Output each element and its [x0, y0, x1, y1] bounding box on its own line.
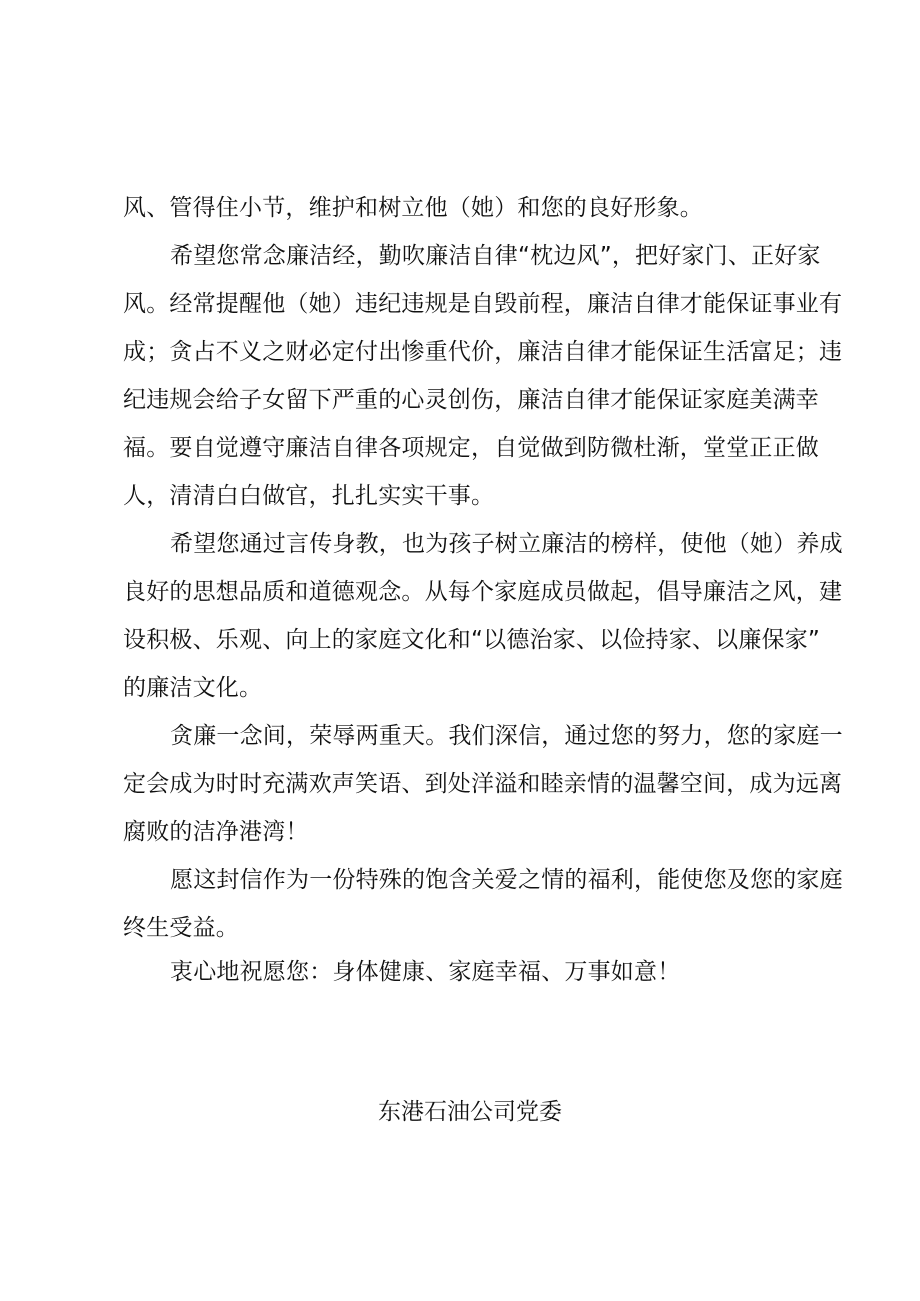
text-line: 人，清清白白做官，扎扎实实干事。 [123, 483, 495, 509]
text-line: 希望您常念廉洁经，勤吹廉洁自律“枕边风”，把好家门、正好家 [170, 243, 821, 269]
text-line: 希望您通过言传身教，也为孩子树立廉洁的榜样，使他（她）养成 [170, 531, 843, 557]
text-line: 福。要自觉遵守廉洁自律各项规定，自觉做到防微杜渐，堂堂正正做 [123, 435, 819, 461]
text-line: 纪违规会给子女留下严重的心灵创伤，廉洁自律才能保证家庭美满幸 [123, 387, 819, 413]
text-line: 风。经常提醒他（她）违纪违规是自毁前程，廉洁自律才能保证事业有 [123, 291, 843, 317]
text-line: 的廉洁文化。 [123, 675, 263, 701]
text-line: 设积极、乐观、向上的家庭文化和“以德治家、以俭持家、以廉保家” [123, 627, 821, 653]
text-line: 成；贪占不义之财必定付出惨重代价，廉洁自律才能保证生活富足；违 [123, 339, 843, 365]
text-line: 愿这封信作为一份特殊的饱含关爱之情的福利，能使您及您的家庭 [170, 867, 843, 893]
text-line: 贪廉一念间，荣辱两重天。我们深信，通过您的努力，您的家庭一 [170, 723, 843, 749]
closing-line: 衷心地祝愿您：身体健康、家庭幸福、万事如意！ [170, 959, 681, 985]
text-line: 腐败的洁净港湾！ [123, 819, 309, 845]
text-line: 风、管得住小节，维护和树立他（她）和您的良好形象。 [123, 195, 703, 221]
text-line: 终生受益。 [123, 915, 239, 941]
signature: 东港石油公司党委 [378, 1099, 562, 1125]
text-line: 良好的思想品质和道德观念。从每个家庭成员做起，倡导廉洁之风，建 [123, 579, 843, 605]
text-line: 定会成为时时充满欢声笑语、到处洋溢和睦亲情的温馨空间，成为远离 [123, 771, 843, 797]
